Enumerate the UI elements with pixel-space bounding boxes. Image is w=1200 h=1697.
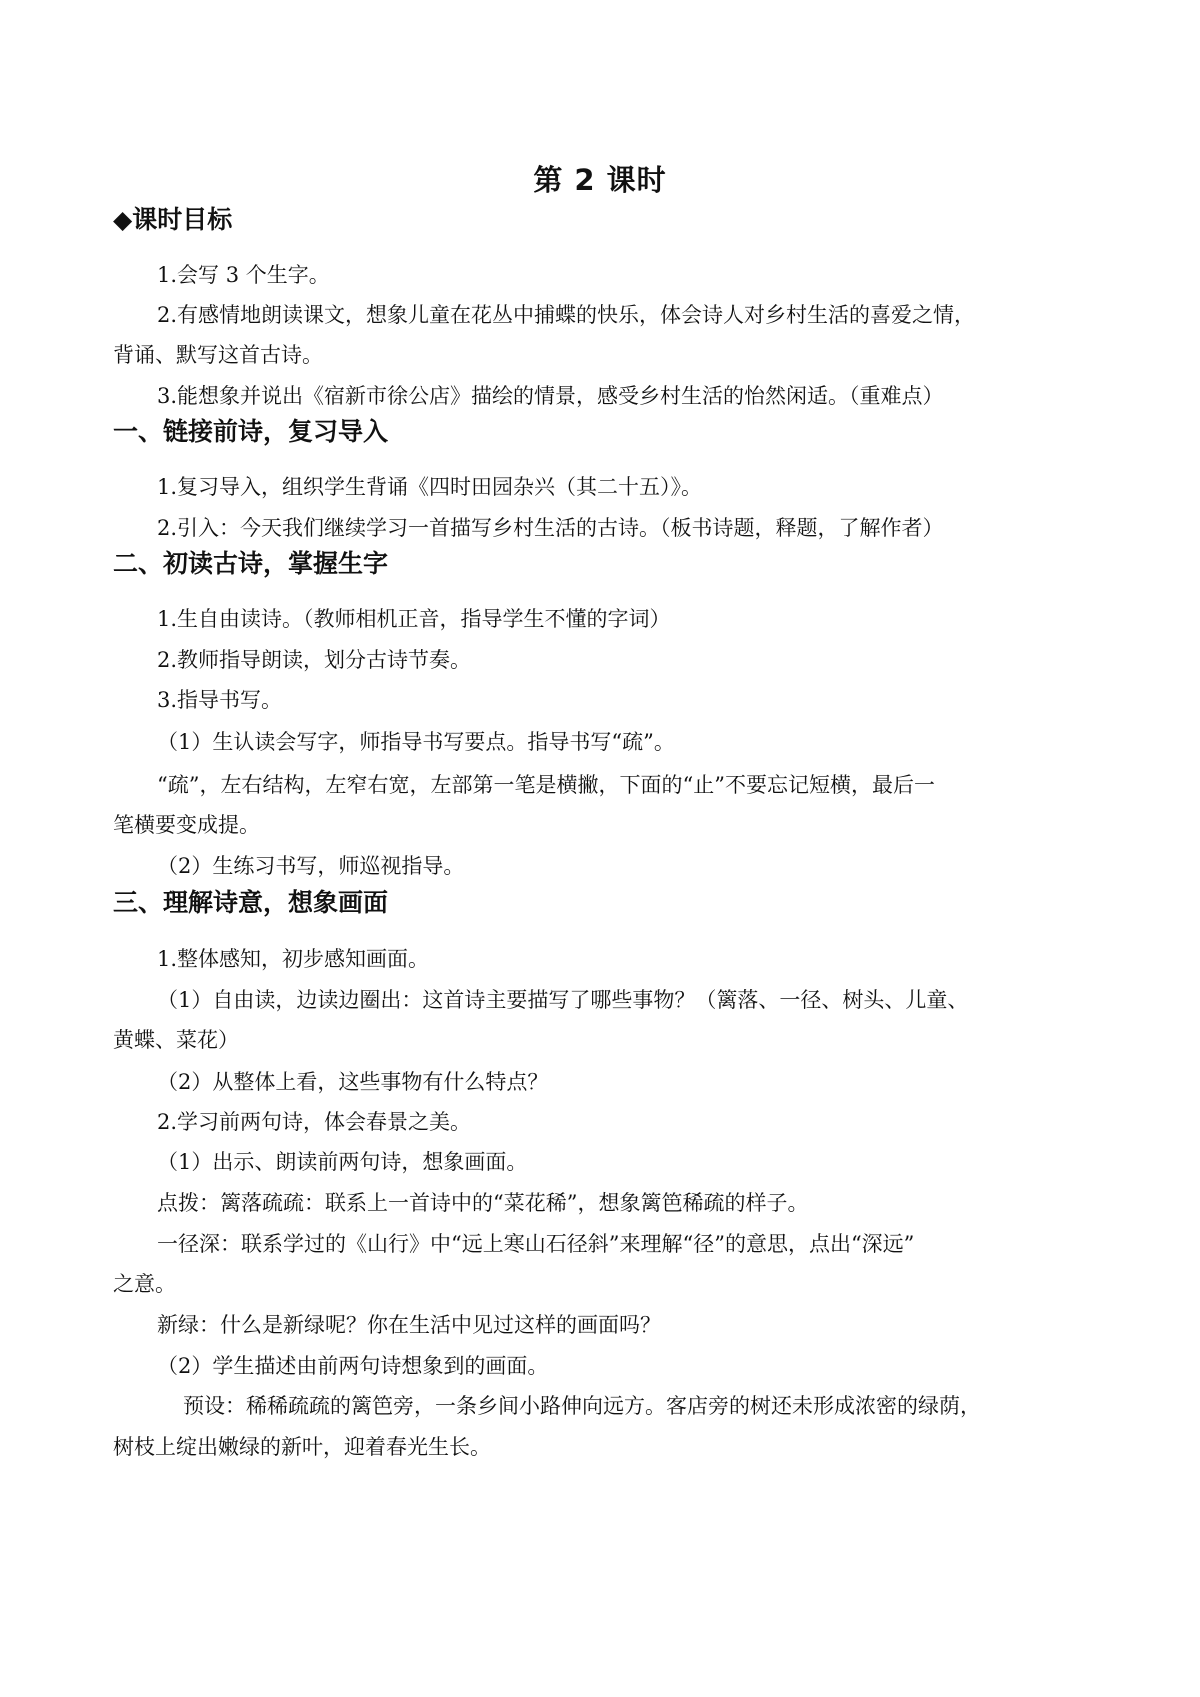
s1-line-1: 1.复习导入，组织学生背诵《四时田园杂兴（其二十五）》。 [157, 475, 703, 499]
s3-line-9: （2）学生描述由前两句诗想象到的画面。 [157, 1354, 549, 1378]
heading-section-2: 二、初读古诗，掌握生字 [113, 549, 389, 578]
s3-line-1: 1.整体感知，初步感知画面。 [157, 947, 430, 971]
s3-line-10: 预设：稀稀疏疏的篱笆旁，一条乡间小路伸向远方。客店旁的树还未形成浓密的绿荫， [183, 1394, 981, 1418]
heading-section-1: 一、链接前诗，复习导入 [113, 417, 389, 446]
s3-line-7: 一径深：联系学过的《山行》中“远上寒山石径斜”来理解“径”的意思，点出“深远” [157, 1232, 915, 1256]
heading-section-3: 三、理解诗意，想象画面 [113, 888, 389, 917]
objective-2-cont: 背诵、默写这首古诗。 [113, 343, 323, 367]
s3-line-4: 2.学习前两句诗，体会春景之美。 [157, 1110, 472, 1134]
s3-line-7-cont: 之意。 [113, 1272, 176, 1296]
page-title: 第 2 课时 [533, 163, 667, 197]
objective-1: 1.会写 3 个生字。 [157, 263, 330, 287]
s2-line-5-cont: 笔横要变成提。 [113, 813, 260, 837]
s2-line-6: （2）生练习书写，师巡视指导。 [157, 854, 465, 878]
objective-2: 2.有感情地朗读课文，想象儿童在花丛中捕蝶的快乐，体会诗人对乡村生活的喜爱之情， [157, 303, 976, 327]
s2-line-1: 1.生自由读诗。（教师相机正音，指导学生不懂的字词） [157, 607, 671, 631]
s3-line-2: （1）自由读，边读边圈出：这首诗主要描写了哪些事物？（篱落、一径、树头、儿童、 [157, 988, 969, 1012]
heading-objectives: ◆课时目标 [113, 205, 233, 234]
s2-line-3: 3.指导书写。 [157, 688, 283, 712]
s2-line-2: 2.教师指导朗读，划分古诗节奏。 [157, 648, 472, 672]
s1-line-2: 2.引入：今天我们继续学习一首描写乡村生活的古诗。（板书诗题，释题，了解作者） [157, 516, 944, 540]
s2-line-5: “疏”，左右结构，左窄右宽，左部第一笔是横撇，下面的“止”不要忘记短横，最后一 [157, 773, 935, 797]
s3-line-3: （2）从整体上看，这些事物有什么特点？ [157, 1070, 549, 1094]
s3-line-5: （1）出示、朗读前两句诗，想象画面。 [157, 1150, 528, 1174]
s2-line-4: （1）生认读会写字，师指导书写要点。指导书写“疏”。 [157, 730, 675, 754]
s3-line-10-cont: 树枝上绽出嫩绿的新叶，迎着春光生长。 [113, 1435, 491, 1459]
s3-line-6: 点拨：篱落疏疏：联系上一首诗中的“菜花稀”，想象篱笆稀疏的样子。 [157, 1191, 809, 1215]
s3-line-2-cont: 黄蝶、菜花） [113, 1028, 239, 1052]
s3-line-8: 新绿：什么是新绿呢？你在生活中见过这样的画面吗？ [157, 1313, 661, 1337]
objective-3: 3.能想象并说出《宿新市徐公店》描绘的情景，感受乡村生活的怡然闲适。（重难点） [157, 384, 944, 408]
